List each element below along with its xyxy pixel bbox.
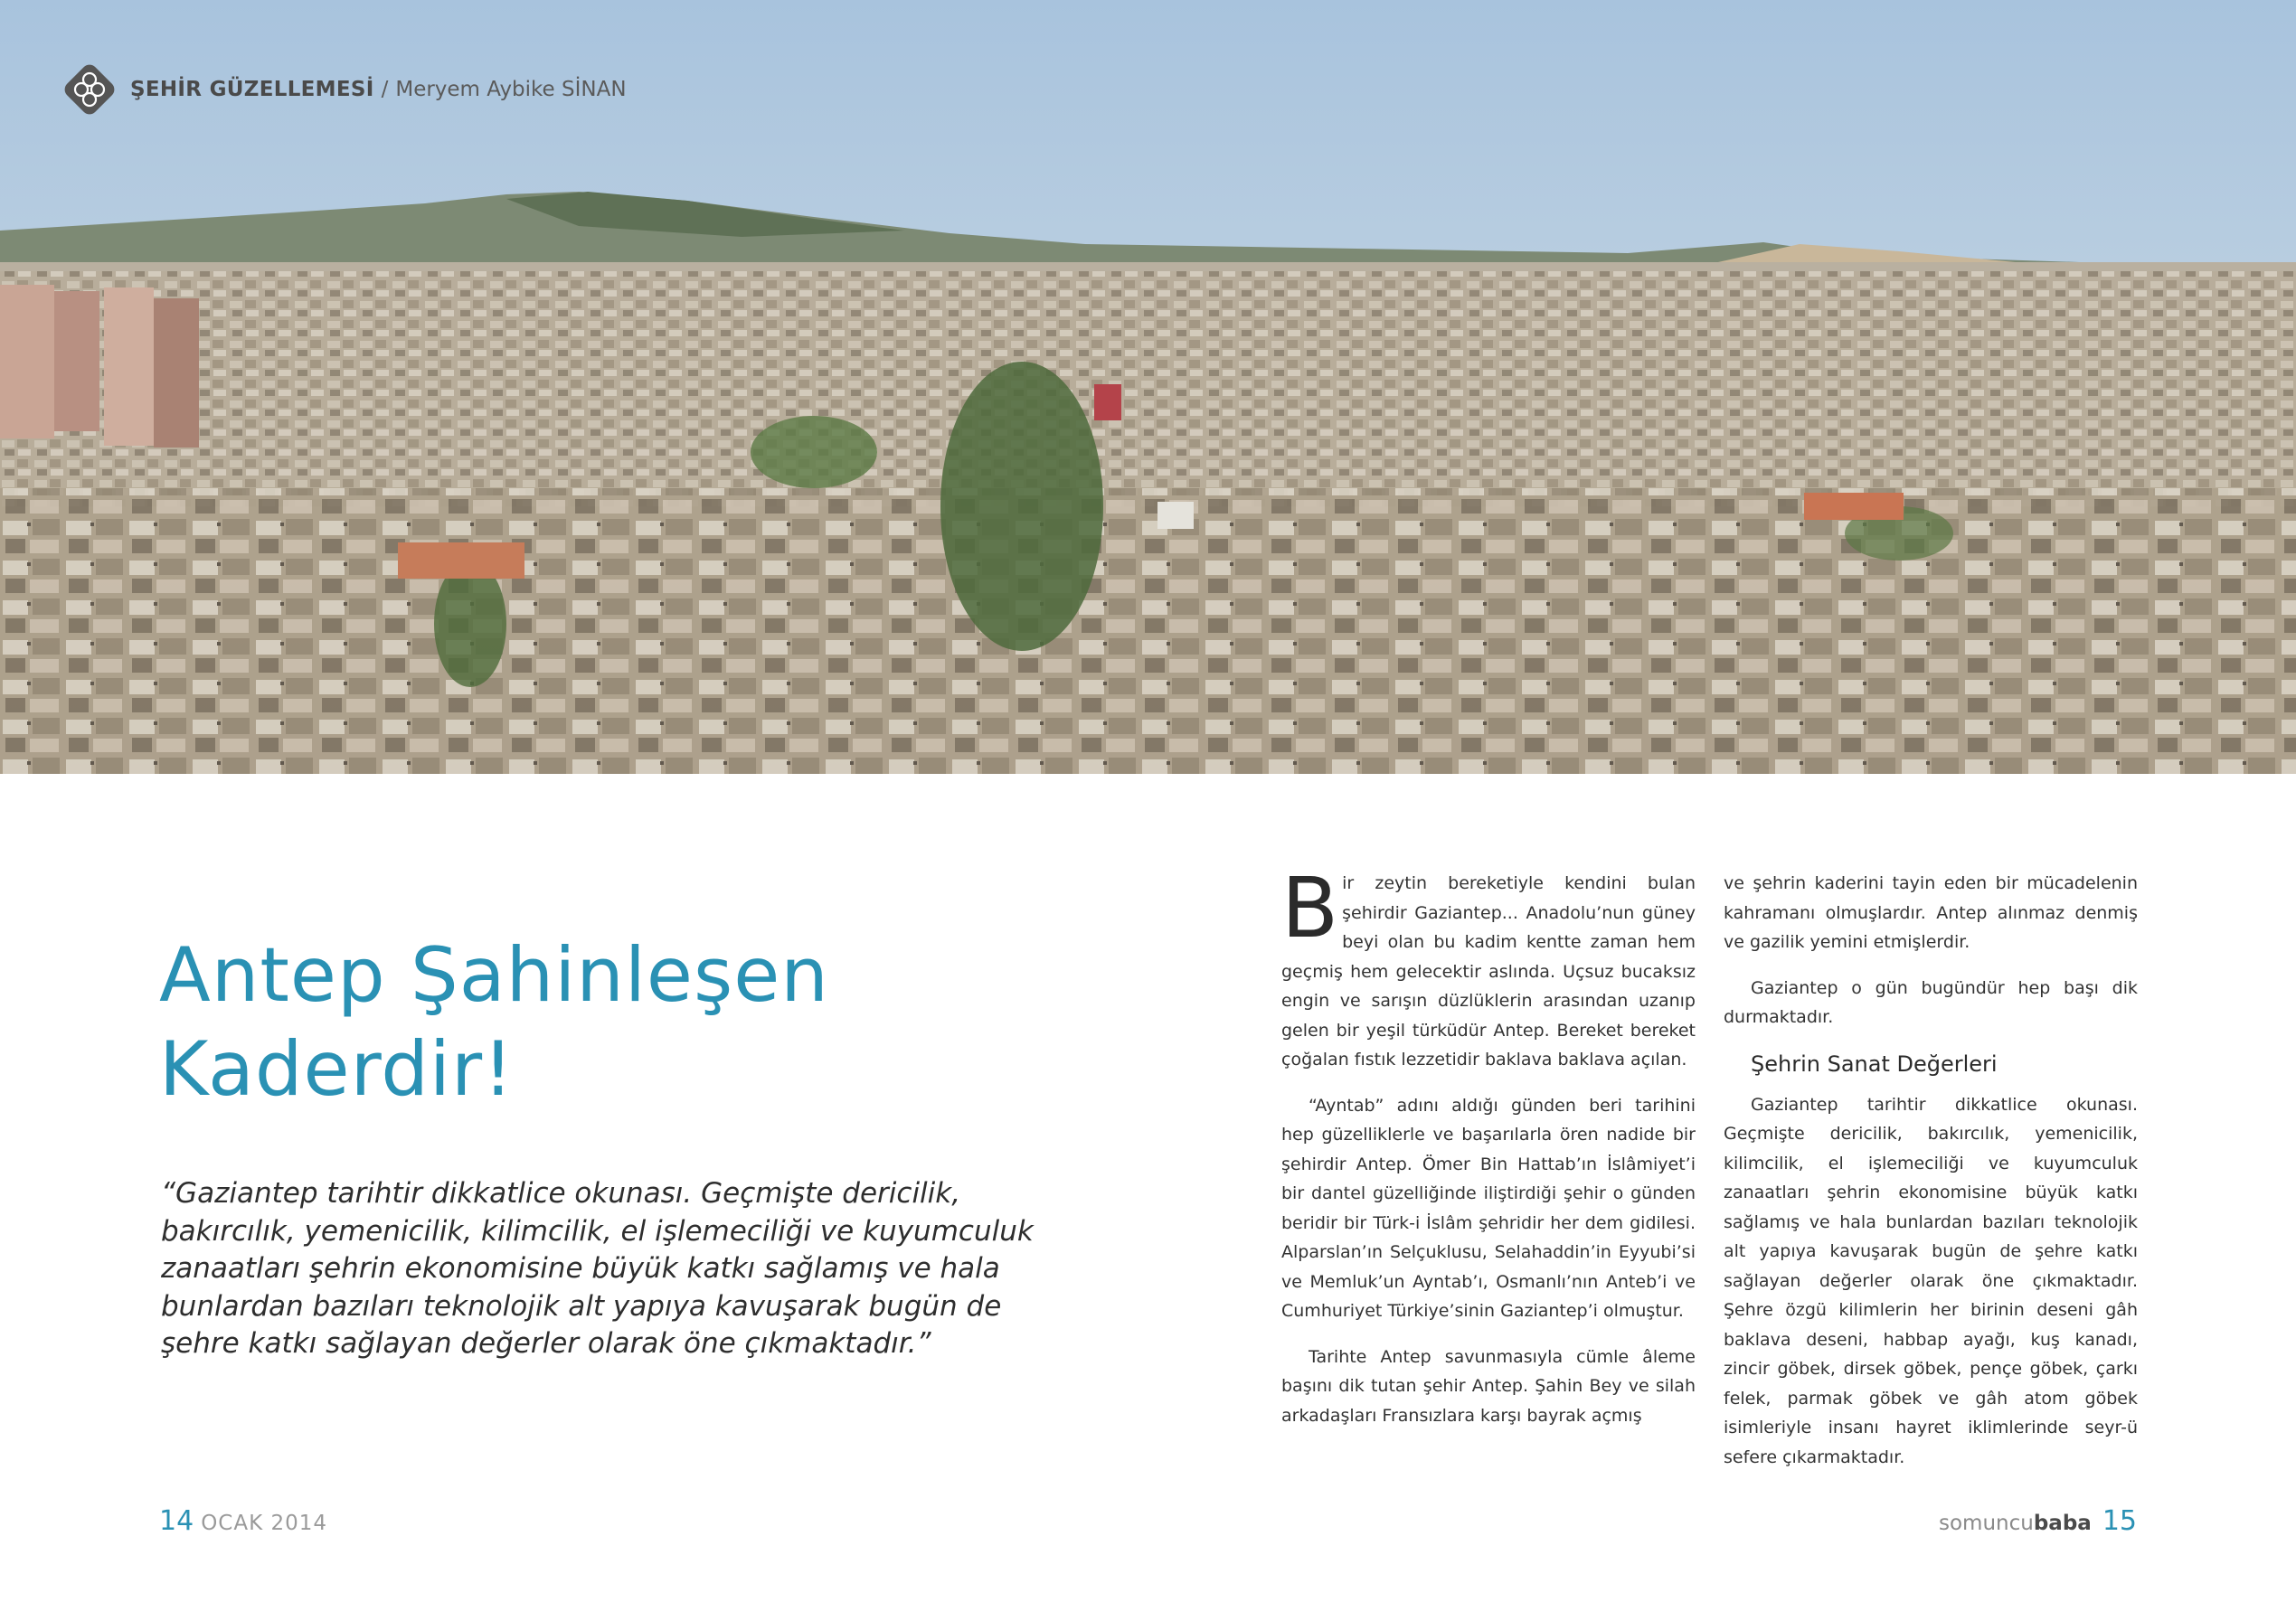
footer-left (159, 1505, 327, 1537)
body-paragraph: “Ayntab” adını aldığı günden beri tarihini hep güzelliklerle ve başarılarla ören nadide bir şehirdir Antep. Ömer Bin Hattab’ın İslâmiyet’i bir dantel güzelliğinde iliştirdiği şehir o günden beridir bir Türk-i İslâm şehridir her dem gidilesi. Alparslan’ın Selçuklusu, Selahaddin’in Eyyubi’si ve Memluk’un Ayntab’ı, Osmanlı’nın Anteb’i ve Cumhuriyet Türkiye’sinin Gaziantep’i olmuştur. (1281, 1095, 1696, 1321)
footer-right (1939, 1505, 2137, 1537)
pull-quote-line: bunlardan bazıları teknolojik alt yapıya kavuşarak bugün de (161, 1289, 1002, 1323)
pull-quote-line: bakırcılık, yemenicilik, kilimcilik, el işlemeciliği ve kuyumculuk (161, 1214, 1034, 1248)
article-title-line: Antep Şahinleşen (159, 931, 829, 1019)
body-paragraph (1281, 860, 1696, 1075)
issue-date: OCAK 2014 (201, 1512, 328, 1535)
page-number-right: 15 (2102, 1505, 2137, 1537)
body-column-2 (1724, 869, 2138, 1488)
body-paragraph: Gaziantep tarihtir dikkatlice okunası. Geçmişte dericilik, bakırcılık, yemenicilik, kilimcilik, el işlemeciliği ve kuyumculuk zanaatları şehrin ekonomisine büyük katkı sağlamış ve hala bunlardan bazıları teknolojik alt yapıya kavuşarak bugün de şehre katkı sağlayan değerler olarak öne çıkmaktadır. Şehre özgü kilimlerin her birinin deseni gâh baklava deseni, habbap ayağı, kuş kanadı, zincir göbek, dirsek göbek, pençe göbek, çarkı felek, parmak göbek ve gâh atom göbek isimleriyle insanı hayret iklimlerinde seyr-ü sefere çıkarmaktadır. (1724, 1094, 2138, 1467)
body-paragraph: Tarihte Antep savunmasıyla cümle âleme başını dik tutan şehir Antep. Şahin Bey ve silah arkadaşları Fransızlara karşı bayrak açmış (1281, 1346, 1696, 1426)
section-title: ŞEHİR GÜZELLEMESİ (130, 78, 374, 101)
paragraph-text: ir zeytin bereketiyle kendini bulan şehirdir Gaziantep... Anadolu’nun güney beyi olan bu kadim kentte zaman hem geçmiş hem gelecektir aslında. Uçsuz bucaksız engin ve sarışın düzlüklerin arasından uzanıp gelen bir yeşil türküdür Antep. Bereket bereket çoğalan fıstık lezzetidir baklava baklava açılan. (1281, 873, 1696, 1070)
magazine-name-light: somuncu (1939, 1512, 2034, 1535)
pull-quote-line: şehre katkı sağlayan değerler olarak öne çıkmaktadır.” (161, 1327, 931, 1360)
body-paragraph: ve şehrin kaderini tayin eden bir mücadelenin kahramanı olmuşlardır. Antep alınmaz denmiş ve gazilik yemini etmişlerdir. (1724, 873, 2138, 952)
section-subheading: Şehrin Sanat Değerleri (1751, 1051, 1998, 1077)
section-header (60, 60, 627, 119)
pull-quote-line: zanaatları şehrin ekonomisine büyük katkı sağlamış ve hala (161, 1252, 1000, 1285)
magazine-name-bold: baba (2033, 1512, 2092, 1535)
body-column-1 (1281, 860, 1696, 1447)
header-separator: / (381, 78, 389, 101)
article-title-line: Kaderdir! (159, 1025, 515, 1113)
body-paragraph: Gaziantep o gün bugündür hep başı dik durmaktadır. (1724, 977, 2138, 1027)
drop-cap: B (1281, 860, 1339, 956)
author-name: Meryem Aybike SİNAN (395, 78, 627, 101)
magazine-name (1939, 1512, 2092, 1535)
pull-quote-line: “Gaziantep tarihtir dikkatlice okunası. Geçmişte dericilik, (161, 1177, 961, 1210)
article-title (159, 928, 829, 1117)
diamond-ornament-icon (60, 60, 119, 119)
page-number-left: 14 (159, 1505, 194, 1537)
pull-quote (161, 1175, 1034, 1363)
